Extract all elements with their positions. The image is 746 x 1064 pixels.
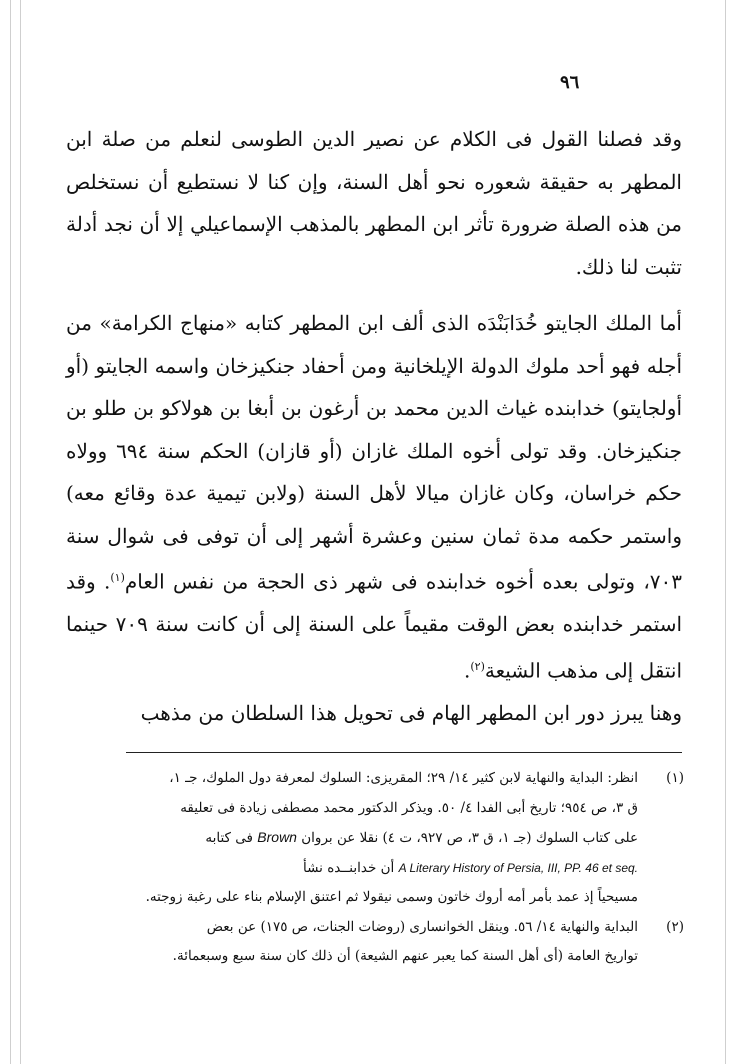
footnote-separator: [126, 752, 682, 753]
footnote-line: [66, 823, 638, 854]
footnote-number: (٢): [666, 918, 684, 935]
scan-edge-right: [725, 0, 726, 1064]
text-line: .: [464, 658, 471, 683]
footnote-1: [66, 764, 684, 913]
footnote-ref-2: (٢): [470, 659, 485, 673]
text-line: ابن المطهر به حقيقة شعوره نحو أهل السنة، وإن كنا لا نستطيع أن: [66, 127, 682, 194]
text-line: شهر ذى الحجة من نفس العام: [124, 569, 384, 594]
text-line: واسمه الجايتو (أو أولجايتو) خدابنده غياث الدين محمد بن أرغون بن: [66, 353, 683, 420]
paragraph-3: [66, 692, 682, 735]
scan-edge-left: [10, 0, 11, 1064]
text-line: السنة (ولابن تيمية عدة وقائع معه) واستمر حكمه مدة ثمان سنين وعشرة: [66, 481, 683, 548]
paragraph-1: [66, 118, 682, 288]
footnote-number: (١): [666, 770, 684, 786]
footnotes: [66, 764, 684, 972]
text-line: وهنا يبرز دور ابن المطهر الهام فى تحويل هذا السلطان من مذهب: [140, 700, 682, 725]
footnote-text: أن خدابنــده نشأ: [303, 859, 395, 876]
footnote-line: [66, 854, 638, 884]
footnote-ref-1: (١): [110, 571, 125, 584]
text-line: الكرامة» من أجله فهو أحد ملوك الدولة الإيلخانية ومن أحفاد جنكيزخان: [66, 311, 683, 378]
footnote-line: انظر: البداية والنهاية لابن كثير ١٤/ ٢٩؛ المقريزى: السلوك لمعرفة دول الملوك، جـ ١،: [169, 770, 638, 786]
book-citation: A Literary History of Persia, III, PP. 46 et seq.: [398, 860, 638, 875]
footnote-text: فى كتابه: [205, 830, 253, 846]
main-text: [66, 118, 682, 734]
text-line: وقد فصلنا القول فى الكلام عن نصير الدين الطوسى لنعلم من صلة: [101, 127, 683, 151]
scan-edge-left-inner: [20, 0, 21, 1064]
paragraph-2: أما الملك الجايتو خُدَابَنْدَه الذى ألف ابن المطهر كتابه «منهاج الكرامة» من أجله فهو أحد ملوك الدولة الإيلخانية ومن أحفاد جنكيزخان واسمه الجايتو (أو أولجايتو) خدابنده غياث الدين محمد بن أرغون بن أبغا بن هولاكو بن طلو بن جنكيزخان. وقد تولى أخوه الملك غازان (أو قازان) الحكم سنة ٦٩٤ وولاه حكم خراسان، وكان غازان ميالا لأهل السنة (ولابن تيمية عدة وقائع معه) واستمر حكمه مدة ثمان سنين وعشرة أشهر إلى أن توفى فى شوال سنة ٧٠٣، وتولى بعده أخوه خدابنده فى شهر ذى الحجة من نفس العام$^{(١)}$. وقد استمر خدابنده بعض الوقت مقيماً على السنة إلى أن كانت سنة ٧٠٩ حينما انتقل إلى مذهب الشيعة$^{(٢)}$.: [66, 311, 683, 683]
text-line: قازان) الحكم سنة ٦٩٤ وولاه حكم خراسان، وكان غازان ميالا لأهل: [66, 438, 683, 505]
author-name: Brown: [257, 829, 297, 845]
text-line: نستخلص من هذه الصلة ضرورة تأثر ابن المطهر بالمذهب الإسماعيلي: [66, 169, 683, 236]
footnote-line: ق ٣، ص ٩٥٤؛ تاريخ أبى الفدا ٤/ ٥٠. ويذكر الدكتور محمد مصطفى زيادة فى تعليقه: [180, 799, 638, 816]
text-line: أما الملك الجايتو خُدَابَنْدَه الذى ألف ابن المطهر كتابه «منهاج: [179, 311, 682, 335]
text-line: أبغا بن هولاكو بن طلو بن جنكيزخان. وقد تولى أخوه الملك غازان (أو: [66, 396, 682, 463]
page-number: ٩٦: [560, 72, 580, 93]
footnote-line: مسيحياً إذ عمد بأمر أمه أروك خاتون وسمى نيقولا ثم اعتنق الإسلام بناء على رغبة زوجته.: [145, 889, 638, 905]
text-line: وقد استمر خدابنده بعض الوقت: [66, 569, 683, 637]
footnote-2: [66, 913, 684, 972]
text-line: إلا أن نجد أدلة تثبت لنا ذلك.: [66, 212, 682, 279]
footnote-text: على كتاب السلوك (جـ ١، ق ٣، ص ٩٢٧، ت ٤) نقلا عن بروان: [301, 830, 638, 846]
footnote-line: تواريخ العامة (أى أهل السنة كما يعبر عنهم الشيعة) أن ذلك كان سنة سبع وسبعمائة.: [172, 948, 638, 964]
text-line: الشيعة: [484, 658, 541, 683]
text-line: مقيماً على السنة إلى أن كانت سنة ٧٠٩ حينما انتقل إلى مذهب: [66, 612, 682, 683]
text-line: أشهر إلى أن توفى فى شوال سنة ٧٠٣، وتولى بعده أخوه خدابنده فى: [66, 523, 683, 594]
footnote-line: البداية والنهاية ١٤/ ٥٦. وينقل الخوانسارى (روضات الجنات، ص ١٧٥) عن بعض: [206, 918, 638, 935]
